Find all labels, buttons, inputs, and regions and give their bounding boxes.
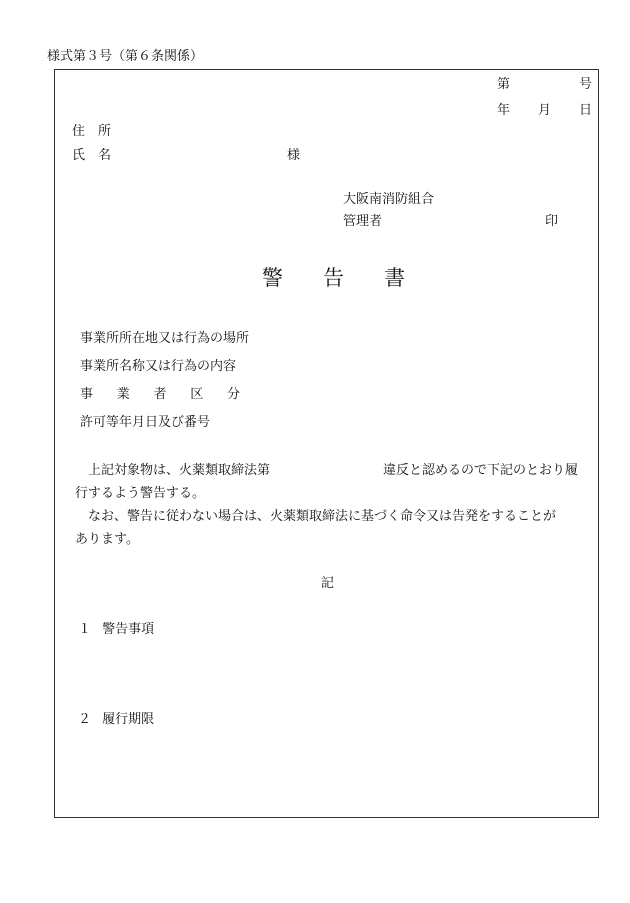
item-number: １	[78, 622, 92, 637]
date-year: 年	[497, 103, 511, 118]
body-text-p2-line1: なお、警告に従わない場合は、火薬類取締法に基づく命令又は告発をすることが	[75, 509, 557, 524]
document-number	[497, 78, 592, 91]
seal-mark: 印	[545, 214, 559, 229]
number-prefix: 第	[497, 77, 511, 92]
date-day: 日	[578, 103, 592, 118]
issuer-organization: 大阪南消防組合	[343, 192, 435, 207]
date-month: 月	[537, 103, 551, 118]
item-deadline	[78, 713, 154, 726]
field-name-content: 事業所名称又は行為の内容	[80, 359, 237, 374]
item-label: 履行期限	[102, 712, 155, 727]
body-text-p2-line2: あります。	[75, 532, 139, 547]
form-number: 様式第３号（第６条関係）	[47, 49, 204, 64]
item-label: 警告事項	[102, 622, 155, 637]
title-char: 警	[262, 266, 283, 290]
document-title	[262, 268, 405, 289]
address-label: 住 所	[72, 124, 112, 139]
body-text-start: 上記対象物は、火薬類取締法第	[75, 463, 271, 478]
issuer-title: 管理者	[343, 214, 383, 229]
field-permit-date-number: 許可等年月日及び番号	[80, 415, 211, 430]
number-suffix: 号	[578, 77, 592, 92]
body-text-cont: 行するよう警告する。	[75, 486, 206, 501]
field-business-category: 事 業 者 区 分	[80, 387, 240, 402]
title-char: 書	[384, 266, 405, 290]
issue-date	[497, 104, 592, 117]
name-label: 氏 名	[72, 148, 112, 163]
item-warning-matters	[78, 623, 154, 636]
honorific: 様	[287, 148, 301, 163]
ki-heading: 記	[321, 576, 335, 591]
title-char: 告	[323, 266, 344, 290]
body-text-end: 違反と認めるので下記のとおり履	[383, 463, 579, 478]
field-location: 事業所所在地又は行為の場所	[80, 331, 250, 346]
form-frame	[54, 69, 599, 818]
item-number: ２	[78, 712, 92, 727]
